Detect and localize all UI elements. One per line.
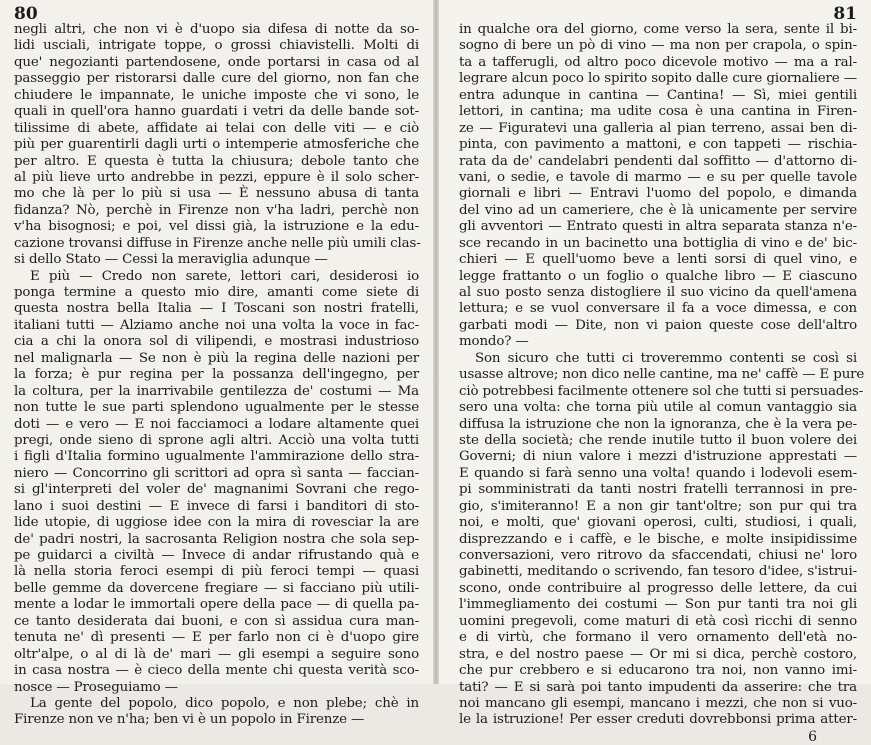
text-line: scono, onde contribuire al progresso delle lettere, da cui bbox=[459, 580, 857, 596]
text-line: entra adunque in cantina — Cantina! — Sì, miei gentili bbox=[459, 87, 857, 103]
text-line: gio, s'imiteranno! E a non gir tant'oltre; son pur qui tra bbox=[459, 498, 857, 514]
text-line: più per guarentirli dagli urti o intemperie atmosferiche che bbox=[14, 137, 419, 153]
text-line: si gl'interpreti del voler de' magnanimi Sovrani che rego- bbox=[14, 482, 419, 498]
text-line: E più — Credo non sarete, lettori cari, desiderosi io bbox=[30, 268, 419, 284]
text-line: legge frattanto o un foglio o qualche libro — E ciascuno bbox=[459, 268, 857, 284]
text-line: al suo posto senza distogliere il suo vicino da quell'amena bbox=[459, 285, 857, 300]
text-line: garbati modi — Dite, non vi paion queste cose dell'altro bbox=[459, 317, 857, 333]
text-line: pregi, onde sieno di sprone agli altri. Acciò una volta tutti bbox=[14, 432, 419, 448]
text-line: vani, o sedie, e tavole di marmo — e su per quelle tavole bbox=[459, 169, 857, 185]
text-line: mondo? — bbox=[459, 334, 529, 350]
text-line: pinta, con pavimento a mattoni, e con tappeti — rischia- bbox=[459, 137, 857, 153]
text-line: non tutte le sue parti splendono ugualmente per le stesse bbox=[14, 400, 419, 416]
text-line: nosce — Proseguiamo — bbox=[14, 679, 178, 695]
text-line: mo che là per lo più si usa — È nessuno abusa di tanta bbox=[14, 186, 419, 202]
text-line: ciò potrebbesi facilmente ottenere sol che tutti si persuades- bbox=[459, 383, 864, 399]
text-line: La gente del popolo, dico popolo, e non plebe; chè in bbox=[30, 695, 419, 711]
text-line: rata da de' candelabri pendenti dal soffitto — d'attorno di- bbox=[459, 153, 857, 169]
text-line: niero — Concorrino gli scrittori ad opra sì santa — faccian- bbox=[14, 465, 419, 481]
text-line: Firenze non ve n'ha; ben vi è un popolo in Firenze — bbox=[14, 712, 365, 728]
text-line: oltr'alpe, o al di là de' mari — gli esempi a seguire sono bbox=[14, 646, 419, 662]
text-line: in qualche ora del giorno, come verso la sera, sente il bi- bbox=[459, 22, 857, 37]
page-body bbox=[14, 22, 419, 729]
text-line: l'immegliamento dei costumi — Son pur tanti tra noi gli bbox=[459, 597, 857, 613]
text-line: que' negozianti partendosene, onde portarsi in casa od al bbox=[14, 54, 419, 70]
text-line: del vino ad un cameriere, che è là unicamente per servire bbox=[459, 202, 857, 218]
text-line: tilissime di abete, affidate ai telai con delle viti — e ciò bbox=[14, 120, 419, 136]
text-line: E quando si farà senno una volta! quando i lodevoli esem- bbox=[459, 465, 857, 481]
text-line: per altro. E questa è tutta la chiusura; debole tanto che bbox=[14, 153, 419, 169]
text-line: stra, e del nostro paese — Or mi si dica, perchè costoro, bbox=[459, 646, 857, 662]
text-line: lidi usciali, intrigate toppe, o grossi chiavistelli. Molti di bbox=[14, 38, 419, 54]
text-line: ta a tafferugli, od altro poco dicevole motivo — ma a ral- bbox=[459, 54, 857, 70]
page-number: 81 bbox=[833, 4, 857, 24]
text-line: disprezzando e i caffè, e le bische, e molte insipidissime bbox=[459, 531, 857, 547]
text-line: fidanza? Nò, perchè in Firenze non v'ha ladri, perchè non bbox=[14, 202, 419, 218]
text-line: nel malignarla — Se non è più la regina delle nazioni per bbox=[14, 350, 419, 366]
text-line: si dello Stato — Cessi la meraviglia adunque — bbox=[14, 252, 328, 268]
text-line: questa nostra bella Italia — I Toscani son nostri fratelli, bbox=[14, 301, 419, 317]
text-line: diffusa la istruzione che non la ignoranza, che è la vera pe- bbox=[459, 416, 857, 432]
text-line: in casa nostra — è cieco della mente chi questa verità sco- bbox=[14, 663, 419, 679]
text-line: quali in quell'ora hanno guardati i vetri da delle bande sot- bbox=[14, 104, 419, 120]
text-line: ste della società; che rende inutile tutto il buon volere dei bbox=[459, 432, 857, 448]
text-line: Son sicuro che tutti ci troveremmo contenti se così si bbox=[475, 350, 857, 366]
right-page bbox=[439, 0, 871, 745]
text-line: le la istruzione! Per esser creduti dovrebbonsi prima atter- bbox=[459, 712, 857, 728]
text-line: lettori, in cantina; ma udite cosa è una cantina in Firen- bbox=[459, 104, 857, 120]
text-line: usasse altrove; non dico nelle cantine, ma ne' caffè — E pure bbox=[459, 367, 865, 383]
text-line: che pur crebbero e si educarono tra noi, non vanno imi- bbox=[459, 663, 857, 679]
text-line: pi somministrati da tanti nostri fratelli terrannosi in pre- bbox=[459, 482, 857, 498]
text-line: cazione trovansi diffuse in Firenze anche nelle più umili clas- bbox=[14, 235, 421, 251]
text-line: mente a lodar le immortali opere della pace — di quella pa- bbox=[14, 597, 419, 613]
text-line: cia a chi la onora sol di vilipendi, e mostrasi industrioso bbox=[14, 334, 419, 350]
text-line: gabinetti, meditando o scrivendo, fan tesoro d'idee, s'istrui- bbox=[459, 564, 857, 580]
text-line: pe guidarci a civiltà — Invece di andar rifrustando quà e bbox=[14, 548, 419, 563]
text-line: ce tanto desiderata dai buoni, e con sì assidua cura man- bbox=[14, 613, 419, 629]
text-line: giornali e libri — Entravi l'uomo del popolo, e dimanda bbox=[459, 186, 857, 202]
text-line: ponga termine a questo mio dire, amanti come siete di bbox=[14, 285, 419, 300]
page-body bbox=[459, 22, 865, 729]
text-line: gli avventori — Entrato questi in altra separata stanza n'e- bbox=[459, 219, 857, 235]
text-line: conversazioni, vero ritrovo da sfaccendati, chiusi ne' loro bbox=[459, 548, 857, 563]
text-line: tenuta ne' dì presenti — E per farlo non ci è d'uopo gire bbox=[14, 630, 419, 646]
text-line: la coltura, per la inarrivabile gentilezza de' costumi — Ma bbox=[14, 383, 419, 399]
text-line: noi, e molti, que' giovani operosi, culti, studiosi, i quali, bbox=[459, 515, 857, 531]
text-line: passeggio per ristorarsi dalle cure del giorno, non fan che bbox=[14, 71, 419, 87]
text-line: belle gemme da dovercene fregiare — si facciano più utili- bbox=[14, 580, 419, 596]
text-line: lettura; e se vuol conversare il fa a voce dimessa, e con bbox=[459, 301, 857, 317]
text-line: la forza; è pur regina per la possanza dell'ingegno, per bbox=[14, 367, 419, 383]
text-line: sce recando in un bacinetto una bottiglia di vino e de' bic- bbox=[459, 235, 857, 251]
text-line: sogno di bere un pò di vino — ma non per crapola, o spin- bbox=[459, 38, 857, 54]
text-line: uomini pregevoli, come maturi di età così ricchi di senno bbox=[459, 613, 857, 629]
text-line: i figli d'Italia formino ugualmente l'ammirazione dello stra- bbox=[14, 449, 419, 465]
signature-mark: 6 bbox=[808, 728, 817, 745]
text-line: là nella storia feroci esempi di più feroci tempi — quasi bbox=[14, 564, 419, 580]
text-line: doti — e vero — E noi facciamoci a lodare altamente quei bbox=[14, 416, 419, 432]
text-line: lide utopie, di uggiose idee con la mira di rovesciar la are bbox=[14, 515, 419, 531]
text-line: sero una volta: che torna più utile al comun vantaggio sia bbox=[459, 400, 857, 416]
left-page bbox=[0, 0, 433, 728]
text-line: legrare alcun poco lo spirito sopito dalle cure giornaliere — bbox=[459, 71, 857, 87]
text-line: negli altri, che non vi è d'uopo sia difesa di notte da so- bbox=[14, 22, 419, 37]
text-line: italiani tutti — Alziamo anche noi una volta la voce in fac- bbox=[14, 317, 419, 333]
text-line: noi mancano gli esempi, mancano i mezzi, che non si vuo- bbox=[459, 695, 857, 711]
text-line: tati? — E si sarà poi tanto impudenti da asserire: che tra bbox=[459, 679, 857, 695]
text-line: e di virtù, che formano il vero ornamento dell'età no- bbox=[459, 630, 857, 646]
text-line: chiudere le impannate, le uniche imposte che vi sono, le bbox=[14, 87, 419, 103]
text-line: de' padri nostri, la sacrosanta Religion nostra che sola sep- bbox=[14, 531, 419, 547]
page-number: 80 bbox=[14, 4, 38, 24]
text-line: Governi; di niun valore i mezzi d'istruzione apprestati — bbox=[459, 449, 857, 465]
text-line: lano i suoi destini — E invece di farsi i banditori di sto- bbox=[14, 498, 419, 514]
text-line: al più lieve urto andrebbe in pezzi, eppure è il solo scher- bbox=[14, 169, 419, 185]
text-line: chieri — E quell'uomo beve a lenti sorsi di quel vino, e bbox=[459, 252, 857, 268]
text-line: ze — Figuratevi una galleria al pian terreno, assai ben di- bbox=[459, 120, 857, 136]
text-line: v'ha bisognosi; e poi, vel dissi già, la istruzione e la edu- bbox=[14, 219, 419, 235]
